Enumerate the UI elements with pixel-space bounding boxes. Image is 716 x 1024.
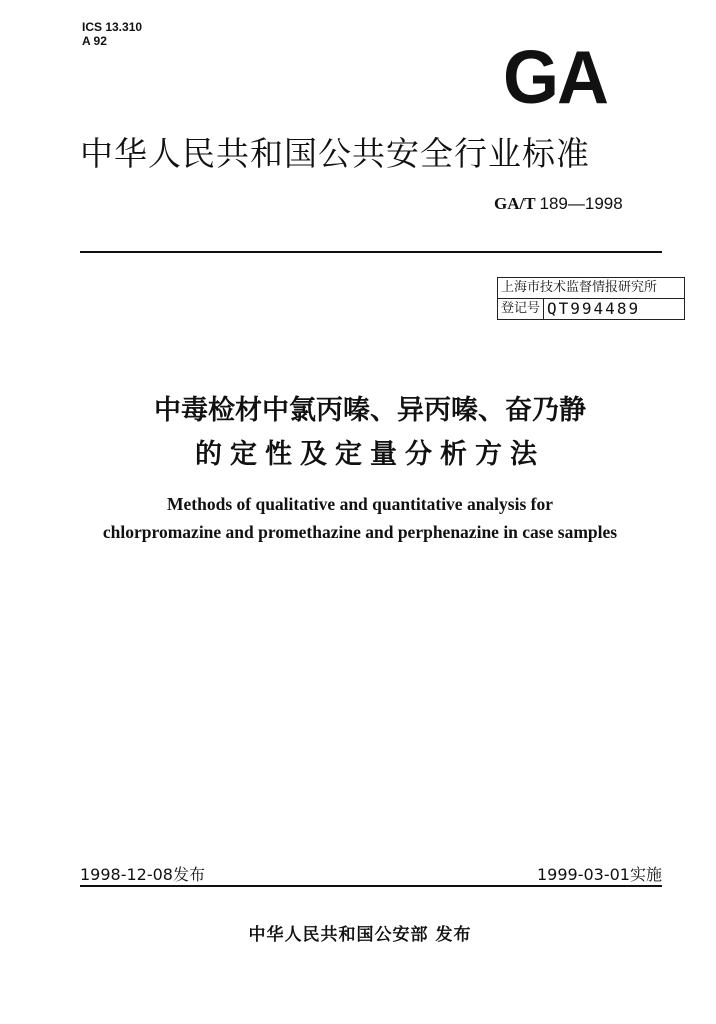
- ics-code: ICS 13.310: [82, 20, 143, 34]
- footer-divider: [80, 885, 662, 887]
- header-divider: [80, 251, 662, 253]
- stamp-org-row: [498, 278, 684, 298]
- standard-category-title: 中华人民共和国公共安全行业标准: [80, 134, 590, 173]
- standard-code: [494, 194, 623, 214]
- document-title-cn-line1: 中毒检材中氯丙嗪、异丙嗪、奋乃静: [154, 395, 586, 426]
- stamp-reg-number: QT994489: [547, 299, 641, 318]
- document-title-en-line1: Methods of qualitative and quantitative analysis for: [167, 494, 553, 514]
- document-title-en-line2: chlorpromazine and promethazine and perphenazine in case samples: [102, 522, 618, 542]
- implementation-date: 1999-03-01实施: [537, 865, 662, 884]
- stamp-reg-label: 登记号: [498, 299, 544, 319]
- classification-codes: [82, 20, 142, 48]
- stamp-org: 上海市技术监督情报研究所: [501, 280, 658, 295]
- standard-code-prefix: GA/T: [494, 194, 536, 213]
- issue-date: 1998-12-08发布: [80, 865, 205, 884]
- issuing-authority: 中华人民共和国公安部 发布: [248, 925, 472, 945]
- ga-logo: GA: [503, 36, 607, 121]
- stamp-reg-row: [498, 298, 684, 319]
- ccs-code: A 92: [82, 34, 107, 48]
- registration-stamp: [497, 277, 685, 320]
- standard-code-number: 189—1998: [539, 194, 623, 213]
- document-title-cn-line2: 的定性及定量分析方法: [195, 439, 545, 470]
